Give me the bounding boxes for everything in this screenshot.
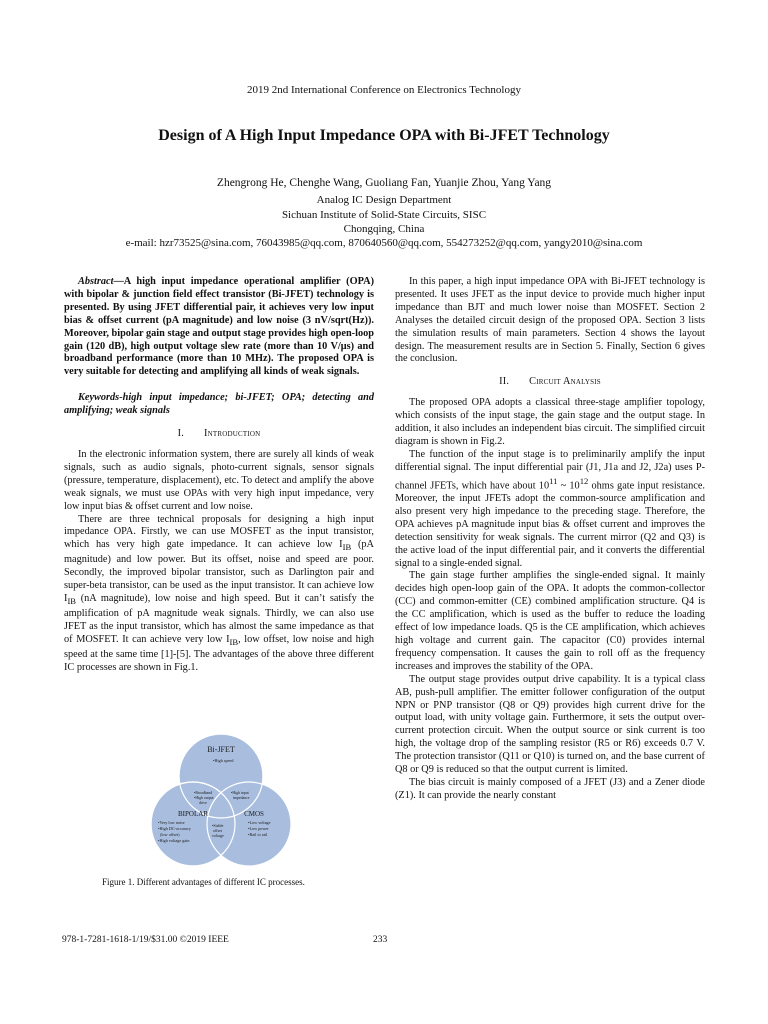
svg-text:voltage: voltage: [212, 833, 224, 838]
intro-paragraph-3: In this paper, a high input impedance OPA with Bi-JFET technology is presented. It uses JFET as the input device to provide much higher input impedance than BJT and much lower noise than MOSFET. Section 2 Analyses the detailed circuit design of the proposed OPA. Section 3 lists the simulation results of main parameters. Section 4 shows the layout design. The measurement results are in Section 5. Finally, Section 6 gives the conclusion.: [395, 276, 705, 365]
footer-isbn: 978-1-7281-1618-1/19/$31.00 ©2019 IEEE: [62, 935, 229, 945]
svg-text:(low offset): (low offset): [160, 832, 180, 837]
venn-title-bijfet: Bi-JFET: [207, 745, 235, 754]
svg-text:offset: offset: [213, 828, 223, 833]
author-list: Zhengrong He, Chenghe Wang, Guoliang Fan, Yuanjie Zhou, Yang Yang: [216, 177, 552, 189]
venn-title-bipolar: BIPOLAR: [178, 810, 208, 818]
svg-text:•High speed: •High speed: [213, 758, 234, 763]
svg-text:•Low voltage: •Low voltage: [248, 820, 271, 825]
svg-text:•High input: •High input: [231, 791, 249, 795]
circuit-paragraph-3: The gain stage further amplifies the single-ended signal. It mainly decides high open-loop gain of the OPA. It adopts the common-collector (CC) and common-emitter (CE) combined amplification structure. Q4 is the CC amplification, which is used as the buffer to reduce the loading effect of low impedance loads. Q5 is the CE amplification, which achieves high voltage and current gain. The capacitor (C0) provides internal frequency compensation. It causes the gain to roll off as the frequency increases and improves the stability of the OPA.: [395, 570, 705, 672]
section-heading-circuit-analysis: [395, 376, 705, 389]
affiliation-department: Analog IC Design Department: [316, 194, 452, 206]
affiliation-institute: Sichuan Institute of Solid-State Circuits, SISC: [281, 209, 487, 221]
keywords: Keywords-high input impedance; bi-JFET; OPA; detecting and amplifying; weak signals: [64, 392, 374, 417]
paper-title: Design of A High Input Impedance OPA with Bi-JFET Technology: [158, 127, 610, 144]
abstract-text: —A high input impedance operational amplifier (OPA) with bipolar & junction field effect transistor (Bi-JFET) technology is presented. By using JFET differential pair, it achieves very low input bias & offset current (pA magnitude) and low noise (3 nV/sqrt(Hz)). Moreover, bipolar gain stage and output stage provides high open-loop gain (120 dB), high output voltage slew rate (more than 10 V/μs) and broadband performance (more than 10 MHz). The proposed OPA is very suitable for detecting and amplifying all kinds of weak signals.: [64, 276, 374, 378]
venn-title-cmos: CMOS: [244, 810, 264, 818]
section-heading-introduction: [64, 428, 374, 441]
svg-text:•High voltage gain: •High voltage gain: [158, 838, 190, 843]
circuit-paragraph-4: The output stage provides output drive capability. It is a typical class AB, push-pull amplifier. The emitter follower configuration of the output NPN or PNP transistor (Q8 or Q9) provides high current drive for the output load, with unity voltage gain. Furthermore, it sets the output over-current protection circuit. When the output source or sink current is too high, the voltage drop of the sampling resistor (R5 or R6) exceeds 0.7 V. The protection transistor (Q11 or Q10) is turned on, and the base current of Q8 or Q9 is reduced so that the output current is limited.: [395, 673, 705, 776]
figure-1-caption: Figure 1. Different advantages of different IC processes.: [102, 877, 305, 887]
svg-text:•Rail to rail: •Rail to rail: [248, 832, 268, 837]
page-number: 233: [373, 935, 388, 945]
circuit-paragraph-2: The function of the input stage is to preliminarily amplify the input differential signal. The input differential pair (J1, J1a and J2, J2a) uses P-channel JFETs, which have about $10^{11}$ ~ $10^{12}$ ohms gate input resistance. Moreover, the input JFETs adopt the common-source amplification and also present very high impedance to the preceding stage. Therefore, the OPA achieves pA magnitude input bias & offset current and improves the detection sensitivity for weak signals. The current mirror (Q2 and Q3) is the active load of the input differential pair, and it converts the differential signal to a single-ended signal.: [395, 448, 705, 569]
svg-text:•Stable: •Stable: [212, 823, 224, 828]
section-number: II.: [499, 376, 510, 388]
conference-name: 2019 2nd International Conference on Electronics Technology: [247, 84, 521, 96]
svg-text:•Very low noise: •Very low noise: [158, 820, 185, 825]
svg-text:impedance: impedance: [233, 796, 250, 800]
intro-paragraph-2: There are three technical proposals for designing a high input impedance OPA. Firstly, we can use MOSFET as the input transistor, which has very high gate impedance. It can achieve low $I_{IB}$ (pA magnitude) and low power. But its offset, noise and speed are poor. Secondly, the improved bipolar transistor, such as Darlington pair and super-beta transistor, can be used as the input transistor. It can achieve low $I_{IB}$ (nA magnitude), low noise and high speed. But it can’t satisfy the amplification of pA magnitude weak signals. Thirdly, we can also use JFET as the input transistor, which has almost the same impedance as that of MOSFET. It can achieve very low $I_{IB}$, low offset, low noise and high speed at the same time [1]-[5]. The advantages of the above three different IC processes are shown in Fig.1.: [64, 513, 374, 673]
section-title: Introduction: [204, 428, 261, 440]
svg-text:drive: drive: [199, 801, 207, 805]
abstract: [64, 276, 374, 379]
left-column: [64, 276, 374, 675]
svg-text:•High output: •High output: [194, 796, 214, 800]
venn-diagram-figure: [136, 732, 306, 870]
svg-text:•High DC-accuracy: •High DC-accuracy: [158, 826, 191, 831]
intro-paragraph-1: In the electronic information system, there are surely all kinds of weak signals, such as audio signals, photo-current signals, sensor signals (pressure, temperature, displacement), etc. To detect and amplify the above weak signals, we must use OPAs with very high input impedance, very low input bias & offset current and low noise.: [64, 448, 374, 512]
circuit-paragraph-1: The proposed OPA adopts a classical three-stage amplifier topology, which consists of the input stage, the gain stage and the output stage. In addition, it also includes an independent bias circuit. The simplified circuit diagram is shown in Fig.2.: [395, 397, 705, 447]
circuit-paragraph-5: The bias circuit is mainly composed of a JFET (J3) and a Zener diode (Z1). It can provide the nearly constant: [395, 776, 705, 801]
section-number: I.: [177, 428, 184, 440]
affiliation-location: Chongqing, China: [343, 223, 425, 235]
abstract-label: Abstract: [78, 276, 114, 287]
author-emails: e-mail: hzr73525@sina.com, 76043985@qq.com, 870640560@qq.com, 554273252@qq.com, yangy2010@sina.com: [125, 237, 643, 249]
svg-text:•Broadband: •Broadband: [194, 791, 212, 795]
section-title: Circuit Analysis: [529, 376, 601, 388]
right-column: [395, 276, 705, 803]
svg-text:•Low power: •Low power: [248, 826, 269, 831]
